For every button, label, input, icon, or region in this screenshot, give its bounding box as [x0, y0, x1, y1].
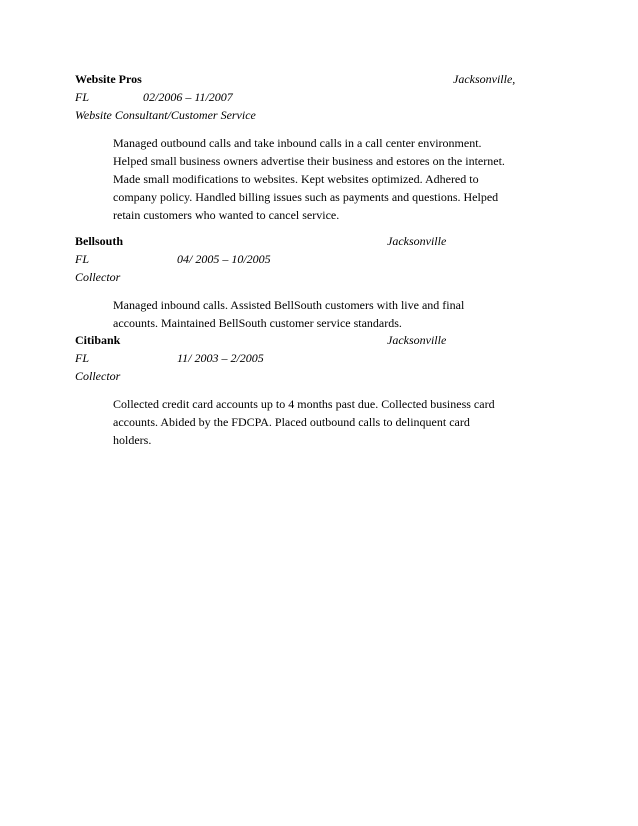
job-description-line: Managed inbound calls. Assisted BellSouth customers with live and final: [113, 298, 465, 312]
job-role: Website Consultant/Customer Service: [75, 108, 256, 122]
job-dates: 11/ 2003 – 2/2005: [177, 351, 264, 365]
job-description-line: company policy. Handled billing issues such as payments and questions. Helped: [113, 190, 499, 204]
job-state: FL: [75, 90, 90, 104]
job-role-line: [75, 367, 525, 385]
job-state-dates-line: [75, 349, 525, 367]
company-name: Citibank: [75, 333, 121, 347]
job-state: FL: [75, 252, 90, 266]
job-city: Jacksonville: [387, 234, 447, 248]
job-city: Jacksonville,: [453, 72, 516, 86]
job-dates: 04/ 2005 – 10/2005: [177, 252, 271, 266]
job-role: Collector: [75, 270, 121, 284]
job-description: [113, 296, 525, 332]
job-city: Jacksonville: [387, 333, 447, 347]
company-name: Website Pros: [75, 72, 142, 86]
job-state-dates-line: [75, 88, 525, 106]
job-entry-website-pros: [75, 70, 525, 224]
job-header-line: [75, 232, 525, 250]
job-description: [113, 134, 525, 224]
job-role: Collector: [75, 369, 121, 383]
job-role-line: [75, 268, 525, 286]
job-description-line: Collected credit card accounts up to 4 months past due. Collected business card: [113, 397, 495, 411]
job-description: [113, 395, 525, 449]
job-state-dates-line: [75, 250, 525, 268]
job-description-line: Managed outbound calls and take inbound calls in a call center environment.: [113, 136, 482, 150]
job-entry-citibank: [75, 331, 525, 449]
job-description-line: accounts. Abided by the FDCPA. Placed outbound calls to delinquent card: [113, 415, 470, 429]
job-description-line: Made small modifications to websites. Kept websites optimized. Adhered to: [113, 172, 479, 186]
job-entry-bellsouth: [75, 232, 525, 332]
job-role-line: [75, 106, 525, 124]
job-description-line: accounts. Maintained BellSouth customer service standards.: [113, 316, 402, 330]
company-name: Bellsouth: [75, 234, 124, 248]
job-description-line: retain customers who wanted to cancel service.: [113, 208, 340, 222]
job-state: FL: [75, 351, 90, 365]
job-dates: 02/2006 – 11/2007: [143, 90, 233, 104]
job-header-line: [75, 70, 525, 88]
job-description-line: Helped small business owners advertise their business and estores on the internet.: [113, 154, 505, 168]
job-description-line: holders.: [113, 433, 152, 447]
job-header-line: [75, 331, 525, 349]
